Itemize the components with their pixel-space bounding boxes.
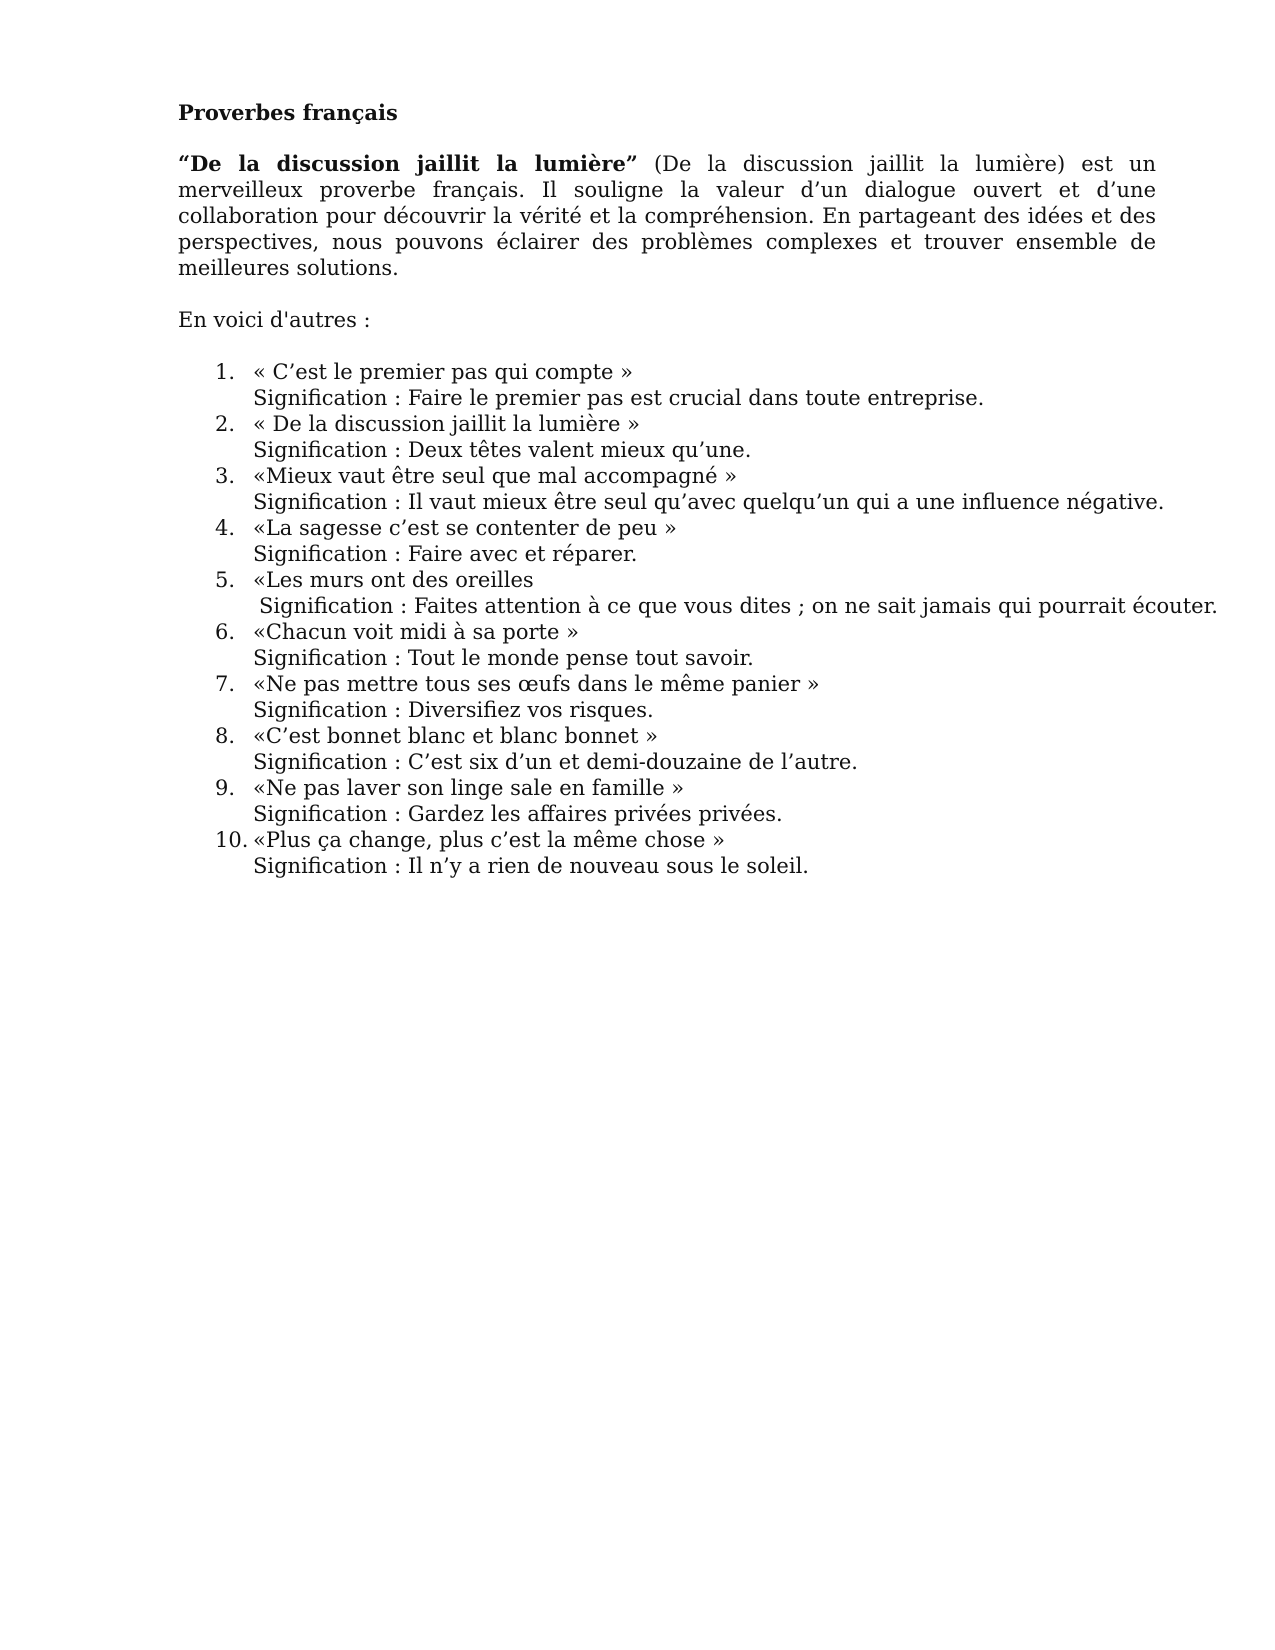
proverb-item bbox=[178, 775, 1156, 827]
proverb-number: 10. bbox=[215, 828, 249, 852]
proverb-text: « C’est le premier pas qui compte » bbox=[253, 360, 634, 384]
proverb-meaning: Signification : Tout le monde pense tout savoir. bbox=[253, 646, 754, 670]
proverb-text: «Ne pas laver son linge sale en famille » bbox=[253, 776, 685, 800]
proverb-text: « De la discussion jaillit la lumière » bbox=[253, 412, 640, 436]
more-label: En voici d'autres : bbox=[178, 308, 371, 332]
proverb-item bbox=[178, 359, 1156, 411]
proverb-item bbox=[178, 827, 1156, 879]
proverb-item bbox=[178, 515, 1156, 567]
proverb-meaning: Signification : Deux têtes valent mieux qu’une. bbox=[253, 438, 752, 462]
intro-lead-quote: “De la discussion jaillit la lumière” bbox=[178, 151, 638, 176]
proverb-number: 1. bbox=[215, 360, 236, 384]
proverb-text: «Ne pas mettre tous ses œufs dans le même panier » bbox=[253, 672, 820, 696]
intro-paragraph bbox=[178, 151, 1156, 281]
proverb-text: «Mieux vaut être seul que mal accompagné » bbox=[253, 464, 738, 488]
proverb-meaning: Signification : Il vaut mieux être seul qu’avec quelqu’un qui a une influence négative. bbox=[253, 490, 1165, 514]
proverb-item bbox=[178, 671, 1156, 723]
proverb-item bbox=[178, 567, 1218, 619]
proverb-number: 2. bbox=[215, 412, 236, 436]
proverb-number: 3. bbox=[215, 464, 236, 488]
proverb-number: 4. bbox=[215, 516, 236, 540]
proverb-number: 9. bbox=[215, 776, 236, 800]
proverb-meaning: Signification : Faites attention à ce que vous dites ; on ne sait jamais qui pourrait écouter. bbox=[259, 594, 1218, 618]
proverb-meaning: Signification : Gardez les affaires privées privées. bbox=[253, 802, 783, 826]
proverb-text: «La sagesse c’est se contenter de peu » bbox=[253, 516, 677, 540]
intro-body: (De la discussion jaillit la lumière) est un merveilleux proverbe français. Il souligne la valeur d’un dialogue ouvert et d’une collaboration pour découvrir la vérité et la compréhension. En partageant des idées et des perspectives, nous pouvons éclairer des problèmes complexes et trouver ensemble de meilleures solutions. bbox=[178, 152, 1156, 280]
proverb-text: «Plus ça change, plus c’est la même chose » bbox=[253, 828, 725, 852]
document-page bbox=[178, 100, 1218, 879]
proverb-meaning: Signification : Faire le premier pas est crucial dans toute entreprise. bbox=[253, 386, 985, 410]
proverb-meaning: Signification : Il n’y a rien de nouveau sous le soleil. bbox=[253, 854, 809, 878]
proverb-item bbox=[178, 619, 1156, 671]
proverb-number: 7. bbox=[215, 672, 236, 696]
proverb-text: «Les murs ont des oreilles bbox=[253, 568, 534, 592]
proverb-number: 8. bbox=[215, 724, 236, 748]
proverb-item bbox=[178, 723, 1156, 775]
proverb-list bbox=[178, 359, 1218, 879]
proverb-text: «Chacun voit midi à sa porte » bbox=[253, 620, 579, 644]
proverb-meaning: Signification : C’est six d’un et demi-douzaine de l’autre. bbox=[253, 750, 858, 774]
proverb-number: 6. bbox=[215, 620, 236, 644]
document-title: Proverbes français bbox=[178, 100, 398, 125]
proverb-text: «C’est bonnet blanc et blanc bonnet » bbox=[253, 724, 658, 748]
proverb-number: 5. bbox=[215, 568, 236, 592]
proverb-item bbox=[178, 411, 1156, 463]
proverb-item bbox=[178, 463, 1165, 515]
proverb-meaning: Signification : Faire avec et réparer. bbox=[253, 542, 638, 566]
proverb-meaning: Signification : Diversifiez vos risques. bbox=[253, 698, 654, 722]
